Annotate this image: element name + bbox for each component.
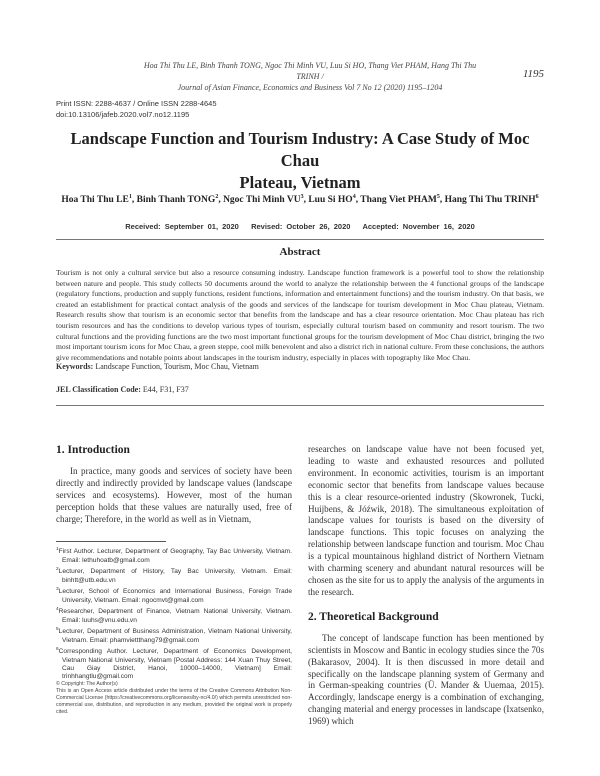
running-head-authors: Hoa Thi Thu LE, Binh Thanh TONG, Ngoc Thi Minh VU, Luu Si HO, Thang Viet PHAM, Hang Thi Thu TRINH / bbox=[143, 61, 477, 81]
author-affiliation-mark: 4 bbox=[352, 194, 356, 200]
submission-dates bbox=[56, 222, 544, 231]
running-head bbox=[140, 60, 480, 93]
intro-paragraph-1: In practice, many goods and services of society have been directly and indirectly provided by landscape values (landscape services and ecosystems). However, most of the human perception holds that these values are naturally used, free of charge; Therefore, in the world as well as in Vietnam, bbox=[56, 466, 292, 524]
paper-title-line2: Plateau, Vietnam bbox=[239, 173, 361, 192]
author-name: Luu Si HO bbox=[308, 195, 353, 206]
author-name: Hoa Thi Thu LE bbox=[61, 195, 129, 206]
received-date: Received: September 01, 2020 bbox=[125, 222, 239, 231]
author-name: Binh Thanh TONG bbox=[136, 195, 216, 206]
issn-block bbox=[56, 98, 217, 120]
keywords-label: Keywords: bbox=[56, 362, 94, 371]
footnote bbox=[56, 606, 292, 625]
author-name: Thang Viet PHAM bbox=[360, 195, 437, 206]
issn-line: Print ISSN: 2288-4637 / Online ISSN 2288-4645 bbox=[56, 99, 217, 108]
jel-label: JEL Classification Code: bbox=[56, 385, 141, 394]
footnote-text: Corresponding Author. Lecturer, Department of Economics Development, Vietnam National University, Vietnam [Postal Address: 144 Xuan Thuy Street, Cau Giay District, Hanoi, 10000–14000, Vietnam] Email: trinhhangtlu@gmail.com bbox=[58, 648, 292, 681]
footnote-mark: 4 bbox=[56, 607, 59, 612]
footnote-mark: 5 bbox=[56, 627, 59, 632]
paper-title bbox=[56, 128, 544, 194]
abstract-text: Tourism is not only a cultural service but also a resource consuming industry. Landscape function framework is a powerful tool to show the relationship between nature and people. This study collects 50 documents around the world to analyze the relationship between the 4 functional groups of the landscape (regulatory functions, production and supply functions, resident functions, information and entertainment functions) and the tourism industry. On that basis, we created an establishment for practical contact analysis of the goods and services of the landscape for tourism development in Moc Chau plateau, Vietnam. Research results show that tourism is an economic sector that benefits from the landscape and has a clear resource orientation. Moc Chau plateau has rich tourism resources and has the conditions to develop various types of tourism, especially cultural tourism based on community and resort tourism. The two cultural functions and the providing functions are the two most important functional groups for the tourism development of Moc Chau district, bringing the two most important tourism icons for Moc Chau, a green steppe, cool milk benevolent and also a district rich in national culture. From these conclusions, the authors give recommendations and notable points about landscapes in the tourism industry, especially in places with topography like Moc Chau. bbox=[56, 268, 544, 362]
section-heading-theoretical-background: 2. Theoretical Background bbox=[308, 610, 439, 623]
footnote-text: Lecturer, School of Economics and International Business, Foreign Trade University, Vietnam. Email: ngocmvt@gmail.com bbox=[58, 588, 292, 604]
divider-bottom bbox=[56, 405, 544, 406]
jel-line bbox=[56, 385, 544, 394]
theory-paragraph-1: The concept of landscape function has been mentioned by scientists in Moscow and Bantic in ecology studies since the 70s (Bakarasov, 2004). It is then discussed in more detail and specifically on the landscape planning system of Germany and in German-speaking countries (Ü. Mander & Uuemaa, 2015). Accordingly, landscape energy is a combination of exchanging, changing material and energy processes in landscape (Ixatsenko, 1969) which bbox=[308, 632, 544, 727]
footnote bbox=[56, 626, 292, 645]
footnote-divider bbox=[56, 541, 166, 542]
right-column bbox=[308, 444, 544, 728]
footnote-text: First Author. Lecturer, Department of Geography, Tay Bac University, Vietnam. Email: lethuhoatb@gmail.com bbox=[58, 548, 292, 564]
author-name: Ngoc Thi Minh VU bbox=[223, 195, 301, 206]
footnote-mark: 2 bbox=[56, 567, 59, 572]
doi-line: doi:10.13106/jafeb.2020.vol7.no12.1195 bbox=[56, 110, 190, 119]
section-heading-introduction: 1. Introduction bbox=[56, 444, 130, 456]
paper-title-line1: Landscape Function and Tourism Industry: A Case Study of Moc Chau bbox=[70, 129, 530, 170]
footnote-mark: 3 bbox=[56, 587, 59, 592]
footnote bbox=[56, 566, 292, 585]
footnote bbox=[56, 546, 292, 565]
running-head-journal: Journal of Asian Finance, Economics and Business Vol 7 No 12 (2020) 1195–1204 bbox=[177, 83, 443, 92]
footnote-text: Lecturer, Department of Business Administration, Vietnam National University, Vietnam. Email: phamviettthang79@gmail.com bbox=[58, 628, 292, 644]
revised-date: Revised: October 26, 2020 bbox=[251, 222, 351, 231]
author-affiliation-mark: 6 bbox=[535, 194, 539, 200]
divider-top bbox=[56, 239, 544, 240]
footnote-mark: 1 bbox=[56, 547, 59, 552]
page-number: 1195 bbox=[522, 68, 544, 80]
footnote-mark: 6 bbox=[56, 647, 59, 652]
footnotes bbox=[56, 546, 292, 683]
footnote-text: Researcher, Department of Finance, Vietnam National University, Vietnam. Email: luuhs@vnu.edu.vn bbox=[58, 608, 292, 624]
abstract-heading: Abstract bbox=[279, 246, 321, 258]
copyright-line: © Copyright: The Author(s) bbox=[56, 681, 118, 687]
author-affiliation-mark: 2 bbox=[215, 194, 219, 200]
author-affiliation-mark: 5 bbox=[436, 194, 440, 200]
author-name: Hang Thi Thu TRINH bbox=[444, 195, 536, 206]
footnote-text: Lecturer, Department of History, Tay Bac University, Vietnam. Email: binhtt@utb.edu.vn bbox=[58, 568, 292, 584]
intro-paragraph-2: researches on landscape value have not been focused yet, leading to waste and exhausted resources and polluted environment. In economic activities, tourism is an important economic sector that benefits from landscape values because this is a clear resource-oriented industry (Skowronek, Tucki, Huijbens, & Jóźwik, 2018). The simultaneous exploitation of landscape values for tourists is based on the diversity of landscape functions. This topic focuses on analyzing the relationship between landscape function and tourism. Moc Chau is a typical mountainous highland district of Northern Vietnam with charming scenery and abundant natural resources will be chosen as the site for us to apply the analysis of the arguments in the research. bbox=[308, 444, 544, 597]
footnote bbox=[56, 586, 292, 605]
author-affiliation-mark: 3 bbox=[300, 194, 304, 200]
accepted-date: Accepted: November 16, 2020 bbox=[362, 222, 475, 231]
left-column bbox=[56, 444, 292, 526]
jel-value: E44, F31, F37 bbox=[142, 385, 189, 394]
footnote bbox=[56, 646, 292, 682]
license-text: This is an Open Access article distributed under the terms of the Creative Commons Attribution Non-Commercial License (https://creativecommons.org/licenses/by-nc/4.0/) which permits unrestricted non-commercial use, distribution, and reproduction in any medium, provided the original work is properly cited. bbox=[56, 687, 292, 715]
license-notice bbox=[56, 681, 292, 716]
keywords-line bbox=[56, 362, 544, 371]
author-list: Hoa Thi Thu $LE^1$, Binh Thanh TONG$^2$, Ngoc Thi Minh $VU^3$, Luu Si $HO^4$, Thang Viet PHAM$^5$, Hang Thi Thu TRINH$^6$ bbox=[61, 194, 539, 206]
keywords-value: Landscape Function, Tourism, Moc Chau, Vietnam bbox=[95, 362, 259, 371]
author-affiliation-mark: 1 bbox=[128, 194, 132, 200]
